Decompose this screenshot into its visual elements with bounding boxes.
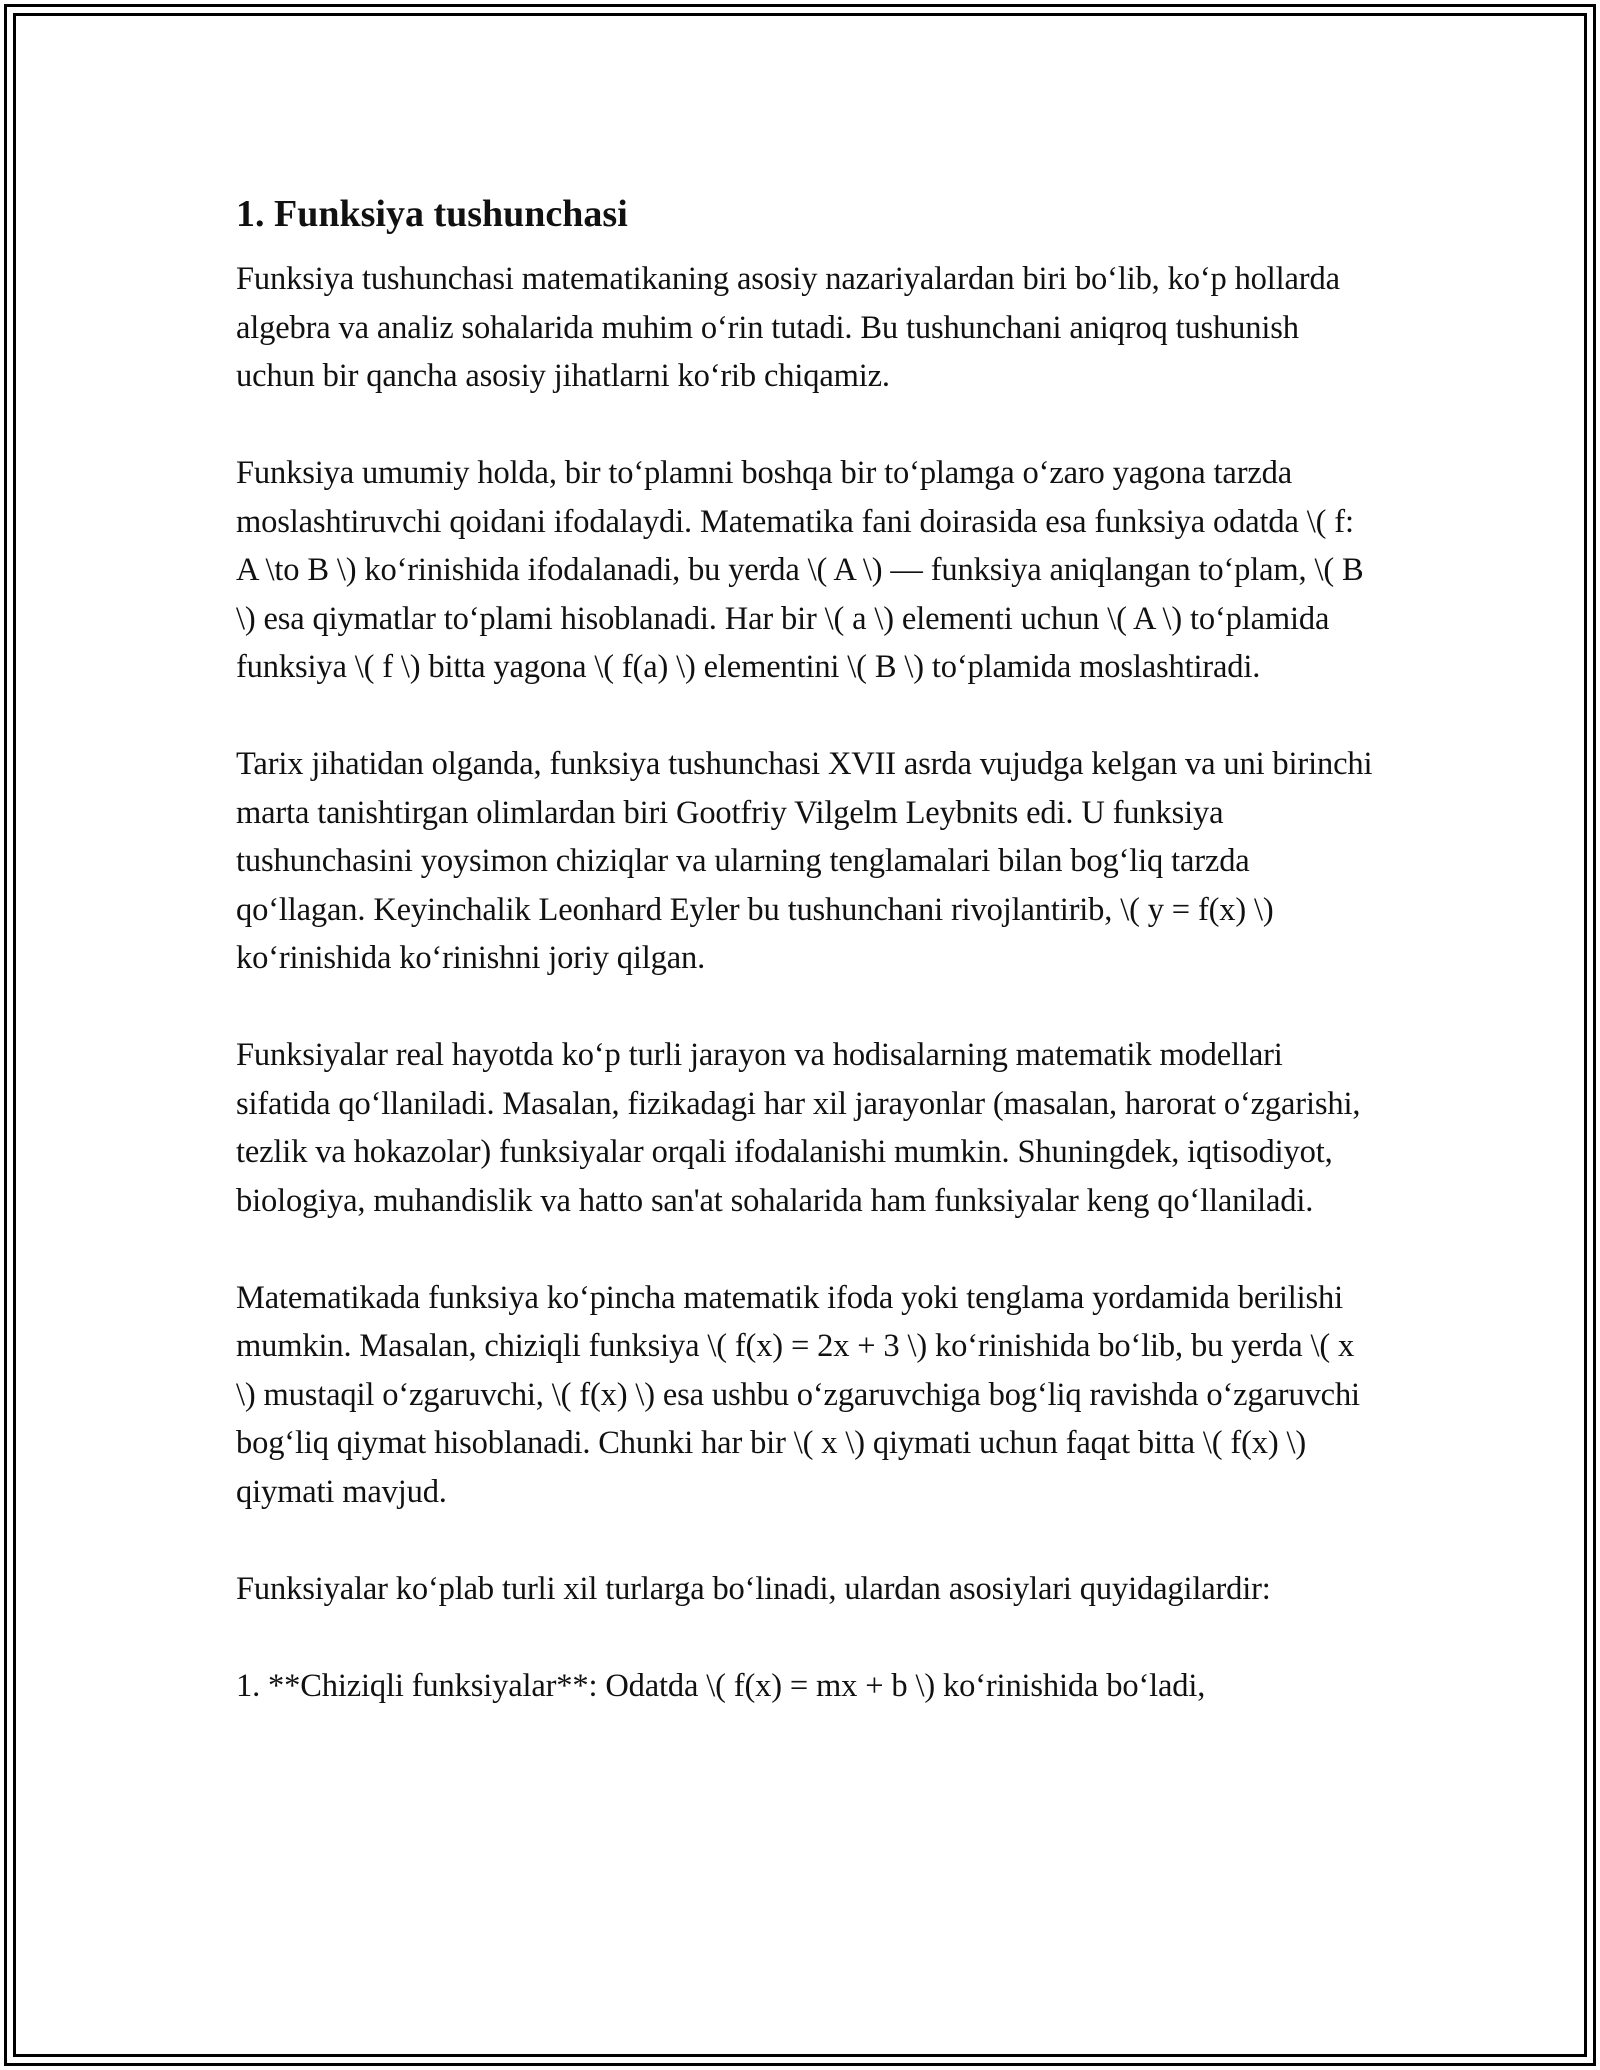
paragraph-types-intro: Funksiyalar ko‘plab turli xil turlarga bo‘linadi, ulardan asosiylari quyidagilardir: [236,1570,1271,1607]
paragraph-list-item-1: 1. **Chiziqli funksiyalar**: Odatda \( f(x) = mx + b \) ko‘rinishida bo‘ladi, [236,1667,1206,1704]
paragraph-example: Matematikada funksiya ko‘pincha matematik ifoda yoki tenglama yordamida berilishi mumkin. Masalan, chiziqli funksiya \( f(x) = 2x + 3 \) ko‘rinishida bo‘lib, bu yerda \( x \) mustaqil o‘zgaruvchi, \( f(x) \) esa ushbu o‘zgaruvchiga bog‘liq ravishda o‘zgaruvchi bog‘liq qiymat hisoblanadi. Chunki har bir \( x \) qiymati uchun faqat bitta \( f(x) \) qiymati mavjud. [236,1279,1360,1510]
document-body [236,190,1376,1759]
paragraph-intro: Funksiya tushunchasi matematikaning asosiy nazariyalardan biri bo‘lib, ko‘p hollarda algebra va analiz sohalarida muhim o‘rin tutadi. Bu tushunchani aniqroq tushunish uchun bir qancha asosiy jihatlarni ko‘rib chiqamiz. [236,261,1340,394]
paragraph-definition: Funksiya umumiy holda, bir to‘plamni boshqa bir to‘plamga o‘zaro yagona tarzda moslashtiruvchi qoidani ifodalaydi. Matematika fani doirasida esa funksiya odatda \( f: A \to B \) ko‘rinishida ifodalanadi, bu yerda \( A \) — funksiya aniqlangan to‘plam, \( B \) esa qiymatlar to‘plami hisoblanadi. Har bir \( a \) elementi uchun \( A \) to‘plamida funksiya \( f \) bitta yagona \( f(a) \) elementini \( B \) to‘plamida moslashtiradi. [236,455,1364,685]
section-heading: 1. Funksiya tushunchasi [236,193,628,235]
paragraph-history: Tarix jihatidan olganda, funksiya tushunchasi XVII asrda vujudga kelgan va uni birinchi marta tanishtirgan olimlardan biri Gootfriy Vilgelm Leybnits edi. U funksiya tushunchasini yoysimon chiziqlar va ularning tenglamalari bilan bog‘liq tarzda qo‘llagan. Keyinchalik Leonhard Eyler bu tushunchani rivojlantirib, \( y = f(x) \) ko‘rinishida ko‘rinishni joriy qilgan. [236,746,1373,976]
paragraph-applications: Funksiyalar real hayotda ko‘p turli jarayon va hodisalarning matematik modellari sifatida qo‘llaniladi. Masalan, fizikadagi har xil jarayonlar (masalan, harorat o‘zgarishi, tezlik va hokazolar) funksiyalar orqali ifodalanishi mumkin. Shuningdek, iqtisodiyot, biologiya, muhandislik va hatto san'at sohalarida ham funksiyalar keng qo‘llaniladi. [236,1037,1361,1219]
